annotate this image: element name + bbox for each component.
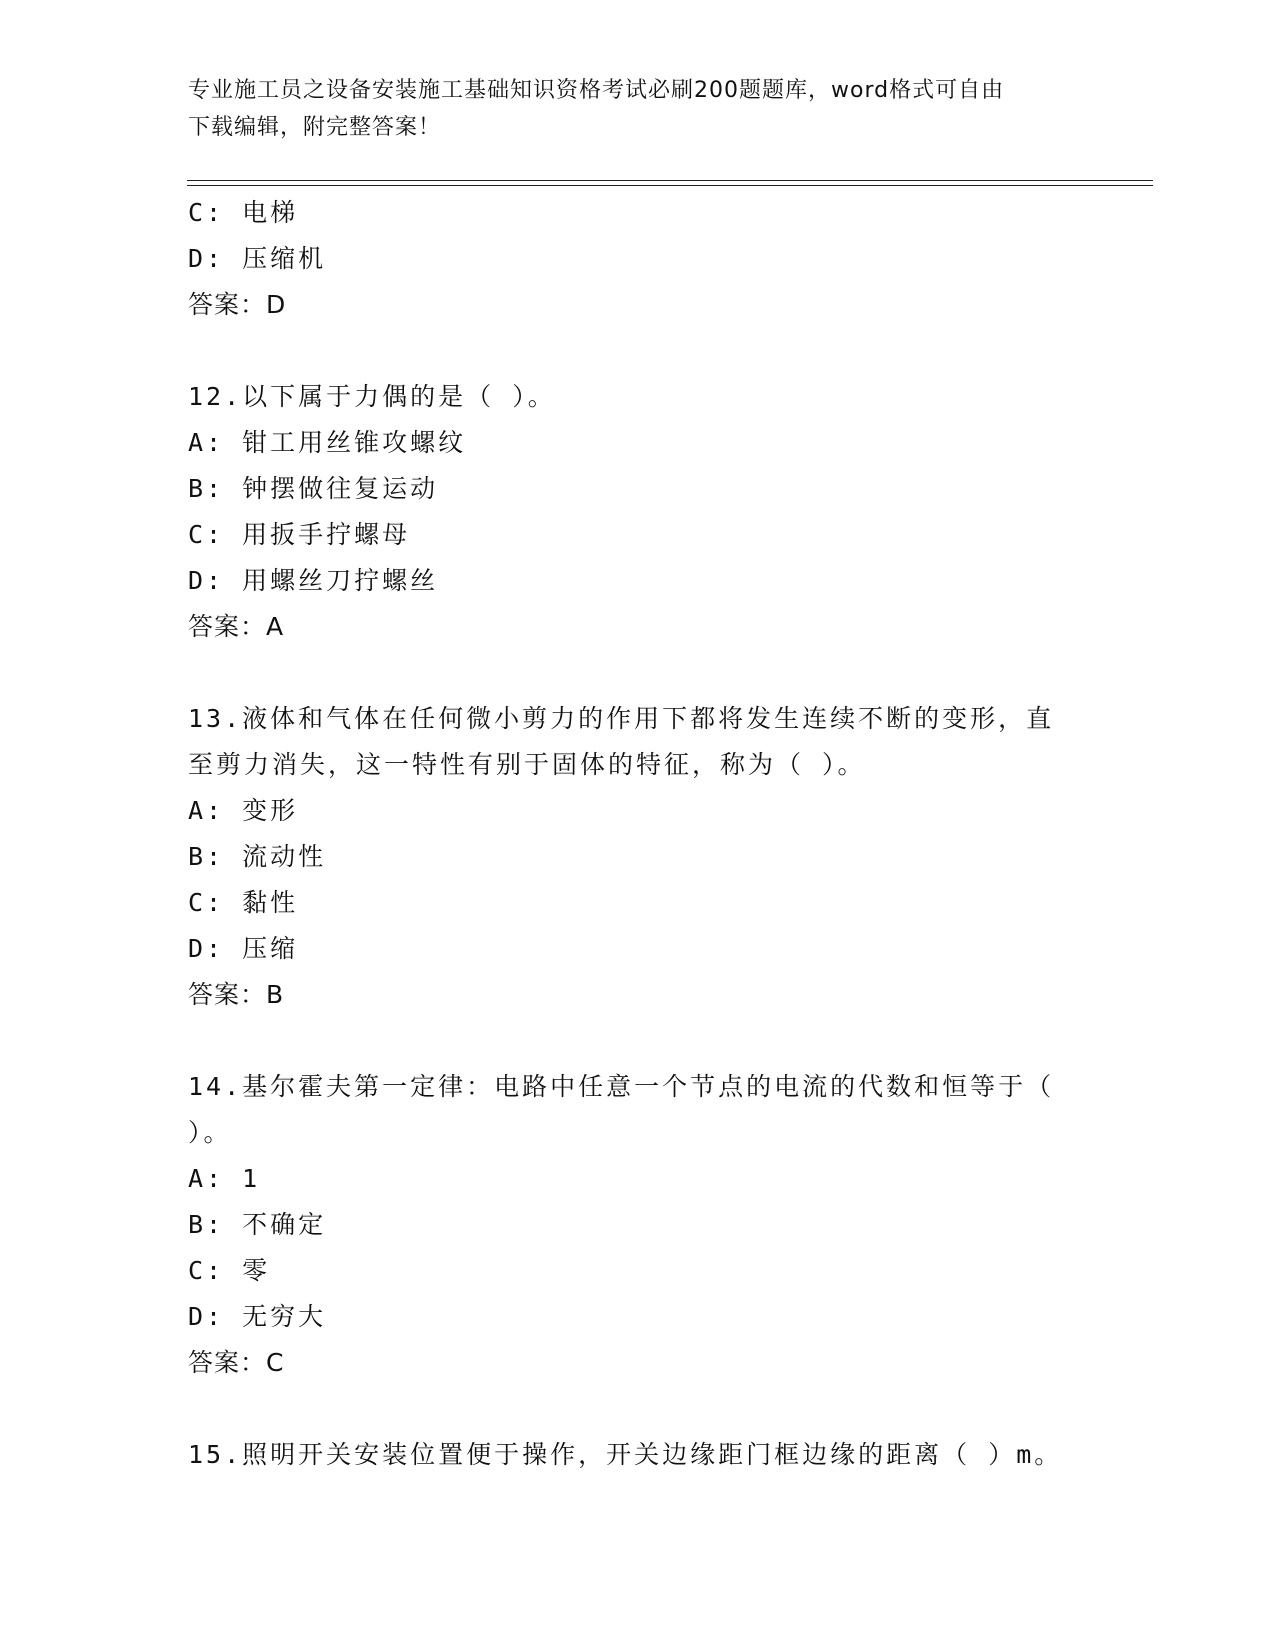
answer-line: 答案：A	[188, 612, 285, 641]
header-line-1: 专业施工员之设备安装施工基础知识资格考试必刷200题题库，word格式可自由	[188, 78, 1005, 103]
question-11-continued	[188, 190, 1088, 328]
question-stem: 12.以下属于力偶的是（ ）。	[188, 382, 556, 411]
option-d: D: 无穷大	[188, 1302, 327, 1331]
option-d: D: 压缩机	[188, 244, 327, 273]
option-d: D: 压缩	[188, 934, 299, 963]
question-list	[188, 190, 1088, 1478]
spacer	[188, 1018, 1088, 1064]
option-a: A: 变形	[188, 796, 299, 825]
header-divider-bottom	[187, 185, 1153, 186]
option-b: B: 钟摆做往复运动	[188, 474, 439, 503]
spacer	[188, 328, 1088, 374]
question-12	[188, 374, 1088, 650]
option-c: C: 零	[188, 1256, 271, 1285]
spacer	[188, 1386, 1088, 1432]
spacer	[188, 650, 1088, 696]
option-b: B: 不确定	[188, 1210, 327, 1239]
question-14	[188, 1064, 1088, 1386]
question-stem: 13.液体和气体在任何微小剪力的作用下都将发生连续不断的变形，直	[188, 704, 1055, 733]
answer-line: 答案：C	[188, 1348, 285, 1377]
answer-line: 答案：B	[188, 980, 285, 1009]
question-stem-continued: ）。	[188, 1118, 232, 1147]
question-15	[188, 1432, 1088, 1478]
answer-line: 答案：D	[188, 290, 287, 319]
question-stem-continued: 至剪力消失，这一特性有别于固体的特征，称为（ ）。	[188, 750, 866, 779]
option-c: C: 电梯	[188, 198, 299, 227]
option-c: C: 用扳手拧螺母	[188, 520, 411, 549]
header-line-2: 下载编辑，附完整答案！	[188, 115, 442, 140]
question-stem: 14.基尔霍夫第一定律：电路中任意一个节点的电流的代数和恒等于（	[188, 1072, 1055, 1101]
option-b: B: 流动性	[188, 842, 327, 871]
document-header	[188, 72, 1068, 146]
header-divider-top	[187, 180, 1153, 181]
option-a: A: 1	[188, 1164, 261, 1193]
option-d: D: 用螺丝刀拧螺丝	[188, 566, 439, 595]
option-c: C: 黏性	[188, 888, 299, 917]
option-a: A: 钳工用丝锥攻螺纹	[188, 428, 467, 457]
question-13	[188, 696, 1088, 1018]
question-stem: 15.照明开关安装位置便于操作，开关边缘距门框边缘的距离（ ）m。	[188, 1440, 1063, 1469]
